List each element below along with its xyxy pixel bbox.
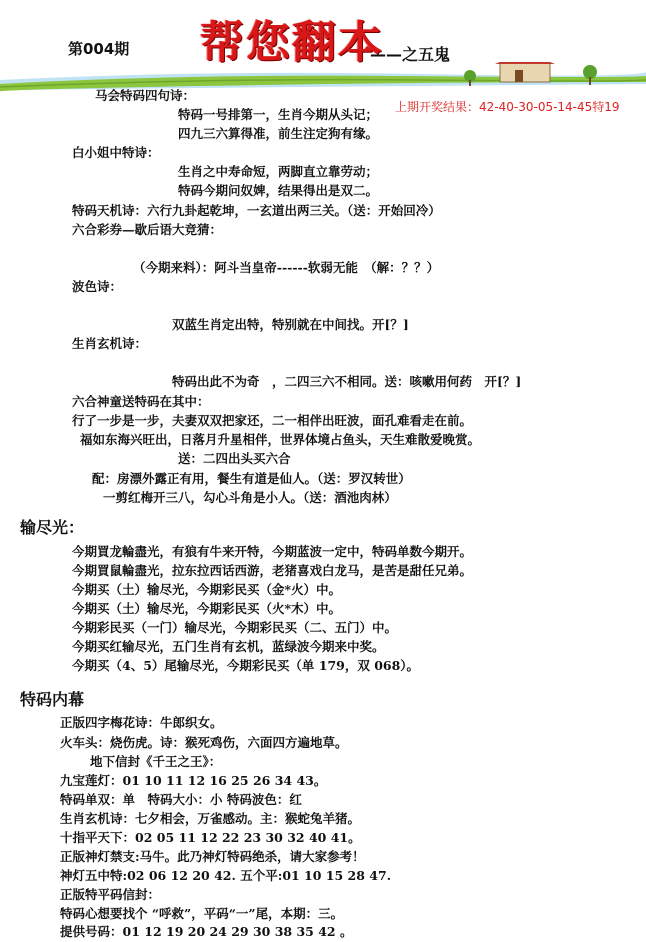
text-line: 特码出此不为奇 ，二四三六不相同。送：咳嗽用何药 开[？] [172,374,522,389]
text-line: 正版四字梅花诗：牛郎织女。 [60,715,223,730]
text-line: 今期買龙輪盡光，有狼有牛来开特，今期蓝波一定中，特码单数今期开。 [72,544,473,559]
text-line: 白小姐中特诗： [72,145,160,160]
text-line: 生肖之中寿命短，两脚直立靠劳动； [178,164,379,179]
page-title: 帮您翻本 [200,17,384,68]
text-line: 特码一号排第一，生肖今期从头记； [178,107,379,122]
text-line: 今期买红输尽光，五门生肖有玄机，蓝绿波今期来中奖。 [72,639,385,654]
text-line: 神灯五中特:02 06 12 20 42. 五个平:01 10 15 28 47. [60,868,392,883]
issue-number: 第004期 [68,40,130,58]
last-result-value: 42-40-30-05-14-45特19 [479,100,620,114]
text-line: 今期彩民买（一门）输尽光，今期彩民买（二、五门）中。 [72,620,398,635]
text-line: 送：二四出头买六合 [178,451,291,466]
text-line: 配：房漂外露正有用，餐生有道是仙人。（送：罗汉转世） [92,471,411,486]
text-line: 特码心想要找个 “呼救”，平码“一”尾，本期：三。 [60,906,344,921]
text-line: 特码天机诗：六行九卦起乾坤，一玄道出两三关。（送：开始回冷） [72,203,441,218]
section-heading: 特码内幕 [20,690,85,709]
last-result-label: 上期开奖结果： [395,100,480,114]
text-line: 马会特码四句诗： [95,88,196,103]
page-subtitle: ——之五鬼 [370,45,451,64]
text-line: 六合彩券—歇后语大竞猜： [72,222,223,237]
text-line: 提供号码：01 12 19 20 24 29 30 38 35 42 。 [60,924,353,939]
text-line: 福如东海兴旺出，日落月升星相伴，世界体境占鱼头，天生难散爱晚赏。 [80,432,481,447]
text-line: （今期来料）：阿斗当皇帝------软弱无能 （解：？？） [133,260,440,275]
text-line: 生肖玄机诗： [72,336,148,351]
text-line: 一剪红梅开三八，勾心斗角是小人。（送：酒池肉林） [103,490,397,505]
text-line: 火车头：烧伤虎。诗：猴死鸡伤，六面四方遍地草。 [60,735,348,750]
text-line: 地下信封《千王之王》： [90,754,222,769]
section-heading: 输尽光： [20,518,85,537]
text-line: 四九三六算得准，前生注定狗有缘。 [178,126,379,141]
text-line: 九宝莲灯：01 10 11 12 16 25 26 34 43。 [60,773,327,788]
text-line: 十指平天下：02 05 11 12 22 23 30 32 40 41。 [60,830,361,845]
text-line: 行了一步是一步，夫妻双双把家还，二一相伴出旺波，面孔难看走在前。 [72,413,473,428]
text-line: 今期买（土）输尽光，今期彩民买（火*木）中。 [72,601,342,616]
text-line: 今期买（4、5）尾输尽光，今期彩民买（单 179，双 068）。 [72,658,420,673]
text-line: 特码单双：单 特码大小：小 特码波色：红 [60,792,302,807]
text-line: 正版特平码信封： [60,887,161,902]
text-line: 双蓝生肖定出特，特别就在中间找。开[？] [172,317,409,332]
last-result [395,98,620,115]
text-line: 六合神童送特码在其中： [72,394,210,409]
text-line: 波色诗： [72,279,123,294]
text-line: 今期買鼠輪盡光，拉东拉西话西游，老猪喜戏白龙马，是苦是甜任兄弟。 [72,563,473,578]
text-line: 今期买（土）输尽光，今期彩民买（金*火）中。 [72,582,342,597]
text-line: 特码今期问奴婢，结果得出是双二。 [178,183,379,198]
text-line: 生肖玄机诗：七夕相会，万雀感动。主：猴蛇兔羊猪。 [60,811,361,826]
text-line: 正版神灯禁支:马牛。此乃神灯特码绝杀，请大家参考！ [60,849,365,864]
